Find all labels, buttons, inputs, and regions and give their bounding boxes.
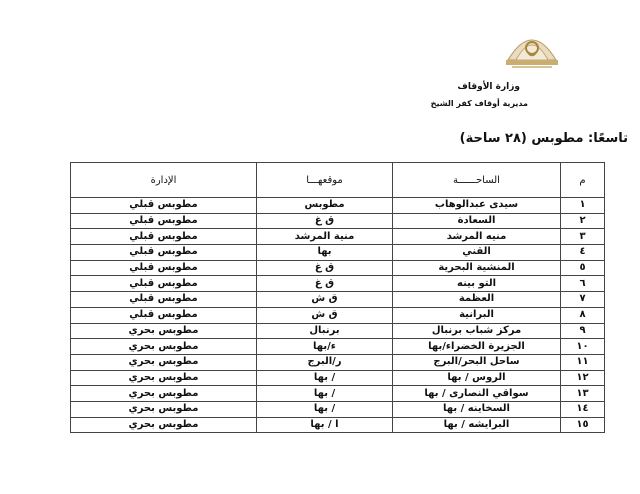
cell-square: سيدى عبدالوهاب — [393, 198, 561, 214]
table-row — [71, 276, 605, 292]
cell-num: ١ — [561, 198, 605, 214]
cell-location: ق ش — [257, 292, 393, 308]
cell-square: البرانية — [393, 307, 561, 323]
cell-administration: مطوبس بحري — [71, 339, 257, 355]
table-row — [71, 417, 605, 433]
cell-location: / بها — [257, 401, 393, 417]
cell-num: ١٤ — [561, 401, 605, 417]
cell-location: بها — [257, 245, 393, 261]
cell-square: التو بينه — [393, 276, 561, 292]
section-title: تاسعًا: مطوبس (٢٨ ساحة) — [459, 131, 628, 146]
cell-administration: مطوبس قبلي — [71, 307, 257, 323]
cell-square: ساحل البحر/البرج — [393, 354, 561, 370]
cell-num: ٤ — [561, 245, 605, 261]
table-row — [71, 370, 605, 386]
table-row — [71, 229, 605, 245]
cell-square: القني — [393, 245, 561, 261]
cell-square: الروس / بها — [393, 370, 561, 386]
cell-square: مركز شباب برنبال — [393, 323, 561, 339]
cell-square: منيه المرشد — [393, 229, 561, 245]
cell-location: ا / بها — [257, 417, 393, 433]
table-row — [71, 323, 605, 339]
cell-location: برنبال — [257, 323, 393, 339]
cell-location: ق ش — [257, 307, 393, 323]
cell-num: ٧ — [561, 292, 605, 308]
cell-administration: مطوبس قبلي — [71, 245, 257, 261]
cell-location: ر/البرج — [257, 354, 393, 370]
cell-administration: مطوبس بحري — [71, 323, 257, 339]
cell-num: ٩ — [561, 323, 605, 339]
cell-administration: مطوبس قبلي — [71, 276, 257, 292]
header-num: م — [561, 163, 605, 198]
cell-administration: مطوبس بحري — [71, 354, 257, 370]
cell-square: السخاينه / بها — [393, 401, 561, 417]
cell-administration: مطوبس بحري — [71, 401, 257, 417]
cell-location: / بها — [257, 370, 393, 386]
cell-square: سواقي النصارى / بها — [393, 386, 561, 402]
awqaf-logo-icon — [496, 22, 568, 72]
cell-administration: مطوبس بحري — [71, 370, 257, 386]
cell-num: ١٠ — [561, 339, 605, 355]
cell-administration: مطوبس بحري — [71, 386, 257, 402]
cell-location: منية المرشد — [257, 229, 393, 245]
cell-square: الجزيرة الخضراء/بها — [393, 339, 561, 355]
cell-square: السعادة — [393, 213, 561, 229]
cell-num: ١١ — [561, 354, 605, 370]
directorate-name: مديرية أوقاف كفر الشيخ — [430, 99, 528, 108]
cell-num: ٦ — [561, 276, 605, 292]
header-square: الساحــــــة — [393, 163, 561, 198]
table-row — [71, 213, 605, 229]
table-row — [71, 245, 605, 261]
table-row — [71, 386, 605, 402]
cell-administration: مطوبس قبلي — [71, 260, 257, 276]
cell-square: العظمة — [393, 292, 561, 308]
squares-table — [70, 162, 605, 433]
cell-administration: مطوبس قبلي — [71, 292, 257, 308]
cell-location: ء/بها — [257, 339, 393, 355]
cell-num: ٣ — [561, 229, 605, 245]
cell-num: ١٥ — [561, 417, 605, 433]
table-row — [71, 339, 605, 355]
header-location: موقعهـــا — [257, 163, 393, 198]
table-header-row — [71, 163, 605, 198]
cell-num: ١٣ — [561, 386, 605, 402]
cell-location: ق غ — [257, 213, 393, 229]
table-row — [71, 198, 605, 214]
cell-location: مطوبس — [257, 198, 393, 214]
cell-num: ١٢ — [561, 370, 605, 386]
ministry-name: وزارة الأوقاف — [457, 82, 520, 92]
table-row — [71, 354, 605, 370]
cell-administration: مطوبس قبلي — [71, 198, 257, 214]
table-row — [71, 401, 605, 417]
table-row — [71, 260, 605, 276]
cell-num: ٥ — [561, 260, 605, 276]
cell-location: ق غ — [257, 276, 393, 292]
cell-location: / بها — [257, 386, 393, 402]
header-administration: الإدارة — [71, 163, 257, 198]
cell-num: ٨ — [561, 307, 605, 323]
cell-administration: مطوبس قبلي — [71, 213, 257, 229]
table-row — [71, 292, 605, 308]
cell-square: المنشية البحرية — [393, 260, 561, 276]
cell-location: ق غ — [257, 260, 393, 276]
cell-square: البرايشه / بها — [393, 417, 561, 433]
cell-num: ٢ — [561, 213, 605, 229]
cell-administration: مطوبس قبلي — [71, 229, 257, 245]
cell-administration: مطوبس بحري — [71, 417, 257, 433]
table-row — [71, 307, 605, 323]
